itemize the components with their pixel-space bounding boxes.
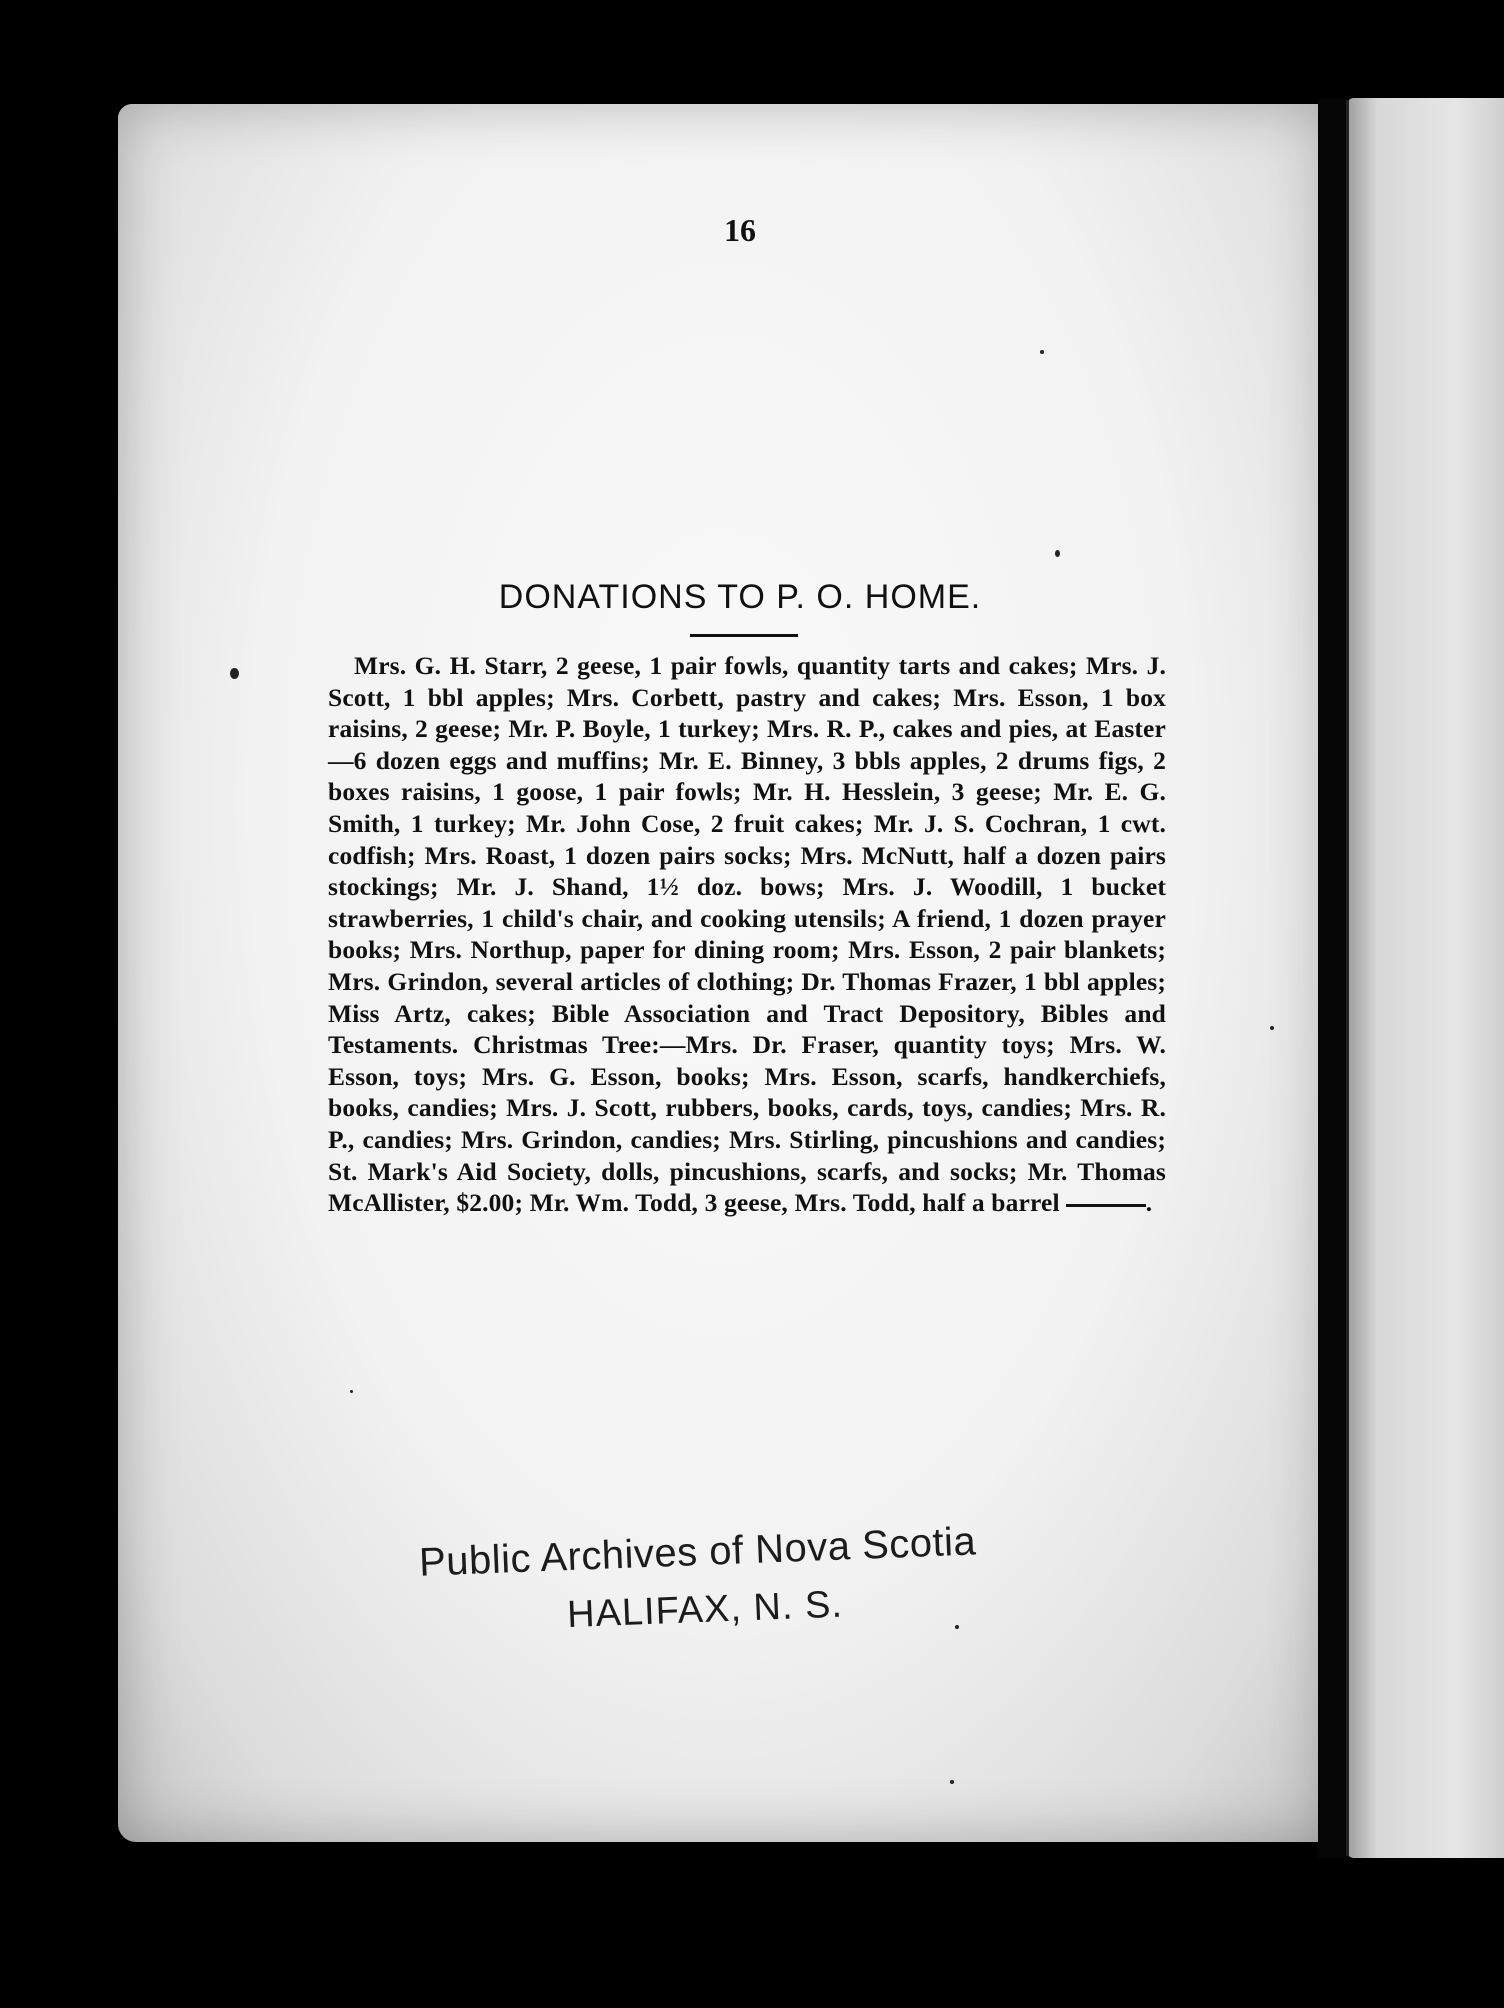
speck [1040,350,1044,354]
stamp-line-1: Public Archives of Nova Scotia [418,1519,978,1585]
stamp-line-2: HALIFAX, N. S. [566,1583,844,1637]
donations-text: Mrs. G. H. Starr, 2 geese, 1 pair fowls, quantity tarts and cakes; Mrs. J. Scott, 1 bbl apples; Mrs. Corbett, pastry and cakes; Mrs. Esson, 1 box raisins, 2 geese; Mr. P. Boyle, 1 turkey; Mrs. R. P., cakes and pies, at Easter—6 dozen eggs and muffins; Mr. E. Binney, 3 bbls apples, 2 drums figs, 2 boxes raisins, 1 goose, 1 pair fowls; Mr. H. Hesslein, 3 geese; Mr. E. G. Smith, 1 turkey; Mr. John Cose, 2 fruit cakes; Mr. J. S. Cochran, 1 cwt. codfish; Mrs. Roast, 1 dozen pairs socks; Mrs. McNutt, half a dozen pairs stockings; Mr. J. Shand, 1½ doz. bows; Mrs. J. Woodill, 1 bucket strawberries, 1 child's chair, and cooking utensils; A friend, 1 dozen prayer books; Mrs. Northup, paper for dining room; Mrs. Esson, 2 pair blankets; Mrs. Grindon, several articles of clothing; Dr. Thomas Frazer, 1 bbl apples; Miss Artz, cakes; Bible Association and Tract Depository, Bibles and Testaments. Christmas Tree:—Mrs. Dr. Fraser, quantity toys; Mrs. W. Esson, toys; Mrs. G. Esson, books; Mrs. Esson, scarfs, handkerchiefs, books, candies; Mrs. J. Scott, rubbers, books, cards, toys, candies; Mrs. R. P., candies; Mrs. Grindon, candies; Mrs. Stirling, pincushions and candies; St. Mark's Aid Society, dolls, pincushions, scarfs, and socks; Mr. Thomas McAllister, $2.00; Mr. Wm. Todd, 3 geese, Mrs. Todd, half a barrel [328,651,1166,1218]
book-gutter [1318,98,1346,1858]
title-rule [690,634,798,637]
speck [955,1625,959,1629]
speck [350,1390,353,1393]
speck [950,1780,954,1784]
donations-paragraph: Mrs. G. H. Starr, 2 geese, 1 pair fowls, quantity tarts and cakes; Mrs. J. Scott, 1 bbl apples; Mrs. Corbett, pastry and cakes; Mrs. Esson, 1 box raisins, 2 geese; Mr. P. Boyle, 1 turkey; Mrs. R. P., cakes and pies, at Easter—6 dozen eggs and muffins; Mr. E. Binney, 3 bbls apples, 2 drums figs, 2 boxes raisins, 1 goose, 1 pair fowls; Mr. H. Hesslein, 3 geese; Mr. E. G. Smith, 1 turkey; Mr. John Cose, 2 fruit cakes; Mr. J. S. Cochran, 1 cwt. codfish; Mrs. Roast, 1 dozen pairs socks; Mrs. McNutt, half a dozen pairs stockings; Mr. J. Shand, 1½ doz. bows; Mrs. J. Woodill, 1 bucket strawberries, 1 child's chair, and cooking utensils; A friend, 1 dozen prayer books; Mrs. Northup, paper for dining room; Mrs. Esson, 2 pair blankets; Mrs. Grindon, several articles of clothing; Dr. Thomas Frazer, 1 bbl apples; Miss Artz, cakes; Bible Association and Tract Depository, Bibles and Testaments. Christmas Tree:—Mrs. Dr. Fraser, quantity toys; Mrs. W. Esson, toys; Mrs. G. Esson, books; Mrs. Esson, scarfs, handkerchiefs, books, candies; Mrs. J. Scott, rubbers, books, cards, toys, candies; Mrs. R. P., candies; Mrs. Grindon, candies; Mrs. Stirling, pincushions and candies; St. Mark's Aid Society, dolls, pincushions, scarfs, and socks; Mr. Thomas McAllister, $2.00; Mr. Wm. Todd, 3 geese, Mrs. Todd, half a barrel . [328,651,1166,1218]
facing-page-edge [1346,98,1504,1858]
speck [1270,1026,1274,1030]
speck [230,668,239,679]
end-dash [1066,1204,1146,1207]
page-title: DONATIONS TO P. O. HOME. [498,578,982,616]
speck [1055,550,1060,557]
archive-stamp [418,1519,982,1642]
page-number: 16 [724,212,756,248]
spine-line [1346,100,1349,1856]
